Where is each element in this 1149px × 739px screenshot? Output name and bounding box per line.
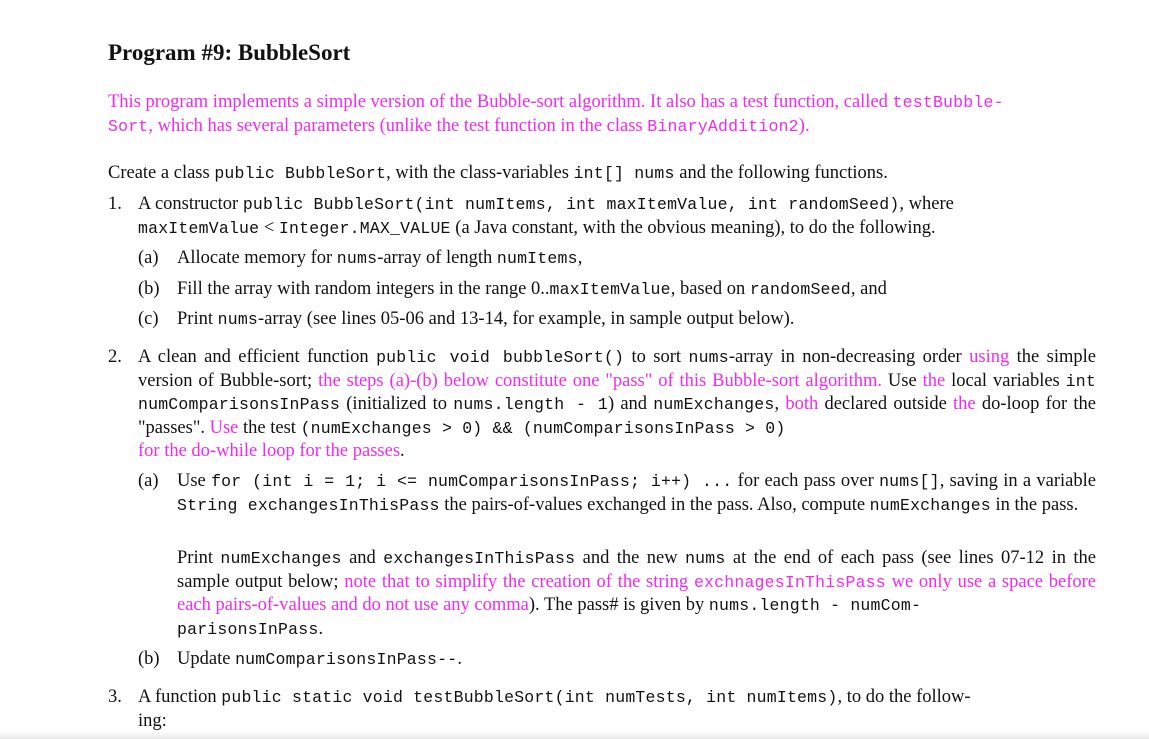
- item-2b-text: Update numComparisonsInPass--.: [177, 649, 462, 669]
- sub-label-2b: (b): [138, 649, 160, 669]
- sub-label-2a: (a): [138, 471, 159, 491]
- item-1a-text: Allocate memory for nums-array of length numItems,: [177, 248, 583, 268]
- sub-label-1a: (a): [138, 248, 159, 268]
- intro-code-binaryaddition: BinaryAddition2: [647, 116, 799, 136]
- item-1-text: A constructor public BubbleSort(int numItems, int maxItemValue, int randomSeed), where maxItemValue < Integer.MAX_VALUE (a Java constant, with the obvious meaning), to do the following.: [138, 194, 954, 238]
- item-1c-text: Print nums-array (see lines 05-06 and 13-14, for example, in sample output below).: [177, 309, 795, 329]
- item-1b-text: Fill the array with random integers in the range 0..maxItemValue, based on randomSeed, and: [177, 279, 887, 299]
- list-number-2: 2.: [108, 347, 122, 367]
- list-number-1: 1.: [108, 194, 122, 214]
- intro-paragraph: [108, 91, 1096, 138]
- item-2-text: A clean and efficient function public void bubbleSort() to sort nums-array in non-decreasing order using the simple version of Bubble-sort; the steps (a)-(b) below constitute one "pass" of this Bubble-sort algorithm. Use the local variables int numComparisonsInPass (initialized to nums.length - 1) and numExchanges, both declared outside the do-loop for the "passes". Use the test (numExchanges > 0) && (numComparisonsInPass > 0) for the do-while loop for the passes.: [138, 347, 1096, 461]
- item-2a-text: Use for (int i = 1; i <= numComparisonsInPass; i++) ... for each pass over nums[], saving in a variable String exchangesInThisPass the pairs-of-values exchanged in the pass. Also, compute numExchanges in the pass.: [177, 471, 1096, 515]
- page-bottom-shadow: [0, 731, 1149, 739]
- list-number-3: 3.: [108, 687, 122, 707]
- item-3-text: A function public static void testBubbleSort(int numTests, int numItems), to do the follow- ing:: [138, 687, 971, 731]
- page-title: Program #9: BubbleSort: [108, 40, 351, 65]
- sub-label-1b: (b): [138, 279, 160, 299]
- intro-text: ).: [798, 115, 810, 136]
- create-class-paragraph: Create a class public BubbleSort, with the class-variables int[] nums and the following functions.: [108, 163, 888, 183]
- item-2a-print-paragraph: Print numExchanges and exchangesInThisPass and the new nums at the end of each pass (see lines 07-12 in the sample output below; note that to simplify the creation of the string exchnagesInThisPass we only use a space before each pairs-of-values and do not use any comma). The pass# is given by nums.length - numCom- parisonsInPass.: [177, 548, 1096, 639]
- sub-label-1c: (c): [138, 309, 159, 329]
- intro-text: , which has several parameters (unlike the test function in the class: [148, 115, 648, 136]
- intro-code-sort: Sort: [108, 116, 149, 136]
- intro-text: This program implements a simple version of the Bubble-sort algorithm. It also has a test function, called: [108, 92, 893, 112]
- intro-code-testbubble: testBubble-: [892, 93, 1004, 112]
